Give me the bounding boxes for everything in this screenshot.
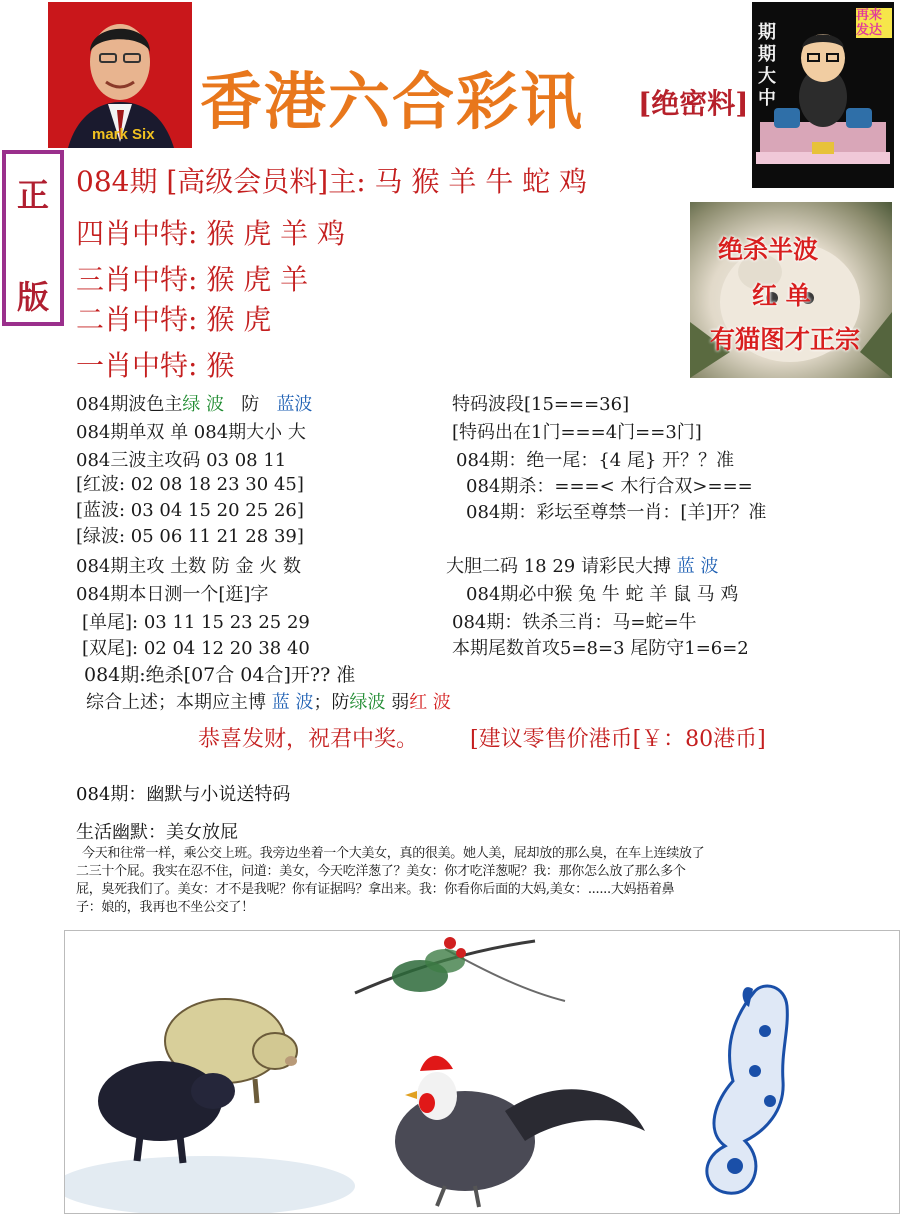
one-zodiac-line: 一肖中特: 猴 [76, 349, 235, 382]
title-badge: [绝密料] [638, 87, 749, 120]
special-door-line: [特码出在1门===4门==3门] [452, 422, 702, 443]
badge-char-1: 正 [16, 176, 49, 214]
price-text: [建议零售价港币[￥：80港币] [470, 727, 766, 752]
summary-weak-label: 弱 [385, 692, 410, 713]
page-title: 香港六合彩讯 [200, 65, 585, 138]
promo-line-1: 绝杀半波 [718, 235, 819, 264]
wave-prefix: 084期波色主 [76, 394, 183, 415]
wave-guard-label: 防 [241, 394, 260, 415]
promo-line-3: 有猫图才正宗 [710, 325, 861, 354]
special-range-line: 特码波段[15===36] [452, 394, 630, 415]
kill-element-line: 084期杀：===< 木行合双>=== [466, 476, 753, 497]
wave-guard: 蓝波 [276, 394, 313, 415]
three-zodiac-line: 三肖中特: 猴 虎 羊 [76, 263, 309, 296]
humor-line-2: 二三十个屁。我实在忍不住，问道：美女，今天吃洋葱了？美女：你才吃洋葱呢？我：那你怎么放了那么多个 [76, 864, 686, 879]
badge-char-2: 版 [16, 278, 49, 316]
kill-line: 084期:绝杀[07合 04合]开?? 准 [84, 664, 356, 686]
two-zodiac-line: 二肖中特: 猴 虎 [76, 303, 272, 336]
iron-kill-line: 084期：铁杀三肖：马=蛇=牛 [452, 612, 697, 633]
humor-subtitle: 生活幽默：美女放屁 [76, 822, 238, 843]
mascot-sign: 再来发达 [856, 8, 892, 38]
odd-even-line: 084期单双 单 084期大小 大 [76, 422, 306, 443]
bold-two-prefix: 大胆二码 18 29 请彩民大搏 [446, 556, 671, 577]
tail-attack-line: 本期尾数首攻5=8=3 尾防守1=6=2 [452, 638, 749, 659]
must-win-line: 084期必中猴 兔 牛 蛇 羊 鼠 马 鸡 [466, 584, 739, 605]
member-line: 084期 [高级会员料]主: 马 猴 羊 牛 蛇 鸡 [76, 165, 588, 198]
red-wave-line: [红波: 02 08 18 23 30 45] [76, 474, 304, 495]
double-tail-line: [双尾]: 02 04 12 20 38 40 [82, 638, 310, 659]
summary-mid: ；防 [313, 692, 350, 713]
portrait-image [48, 2, 192, 148]
mascot-image [752, 2, 894, 188]
wave-main: 绿 波 [182, 394, 225, 415]
summary-weak: 红 波 [409, 692, 451, 713]
summary-main: 蓝 波 [271, 692, 314, 713]
portrait-logo: mark Six [92, 126, 155, 143]
three-wave-line: 084三波主攻码 03 08 11 [76, 450, 287, 471]
main-attack-line: 084期主攻 土数 防 金 火 数 [76, 556, 301, 577]
blue-wave-line: [蓝波: 03 04 15 20 25 26] [76, 500, 304, 521]
humor-heading: 084期：幽默与小说送特码 [76, 784, 291, 805]
summary-line [86, 688, 451, 714]
single-tail-line: [单尾]: 03 11 15 23 25 29 [82, 612, 310, 633]
green-wave-line: [绿波: 05 06 11 21 28 39] [76, 526, 304, 547]
bold-two-wave: 蓝 波 [676, 556, 719, 577]
congrats-text: 恭喜发财，祝君中奖。 [198, 727, 419, 752]
bold-two-line [446, 552, 718, 578]
promo-image [690, 202, 892, 378]
mascot-caption: 期期大中 [758, 22, 776, 109]
wave-color-line [76, 390, 312, 416]
summary-prefix: 综合上述；本期应主博 [86, 692, 272, 713]
humor-line-3: 屁，臭死我们了。美女：才不是我呢？你有证据吗？拿出来。我：你看你后面的大妈,美女：......大妈捂着鼻 [76, 882, 675, 897]
tail-one-line: 084期：绝一尾：{4 尾} 开？？准 [456, 450, 735, 471]
forbidden-line: 084期：彩坛至尊禁一肖：[羊]开？准 [466, 502, 767, 523]
genuine-badge [2, 150, 64, 326]
summary-guard: 绿波 [349, 692, 386, 713]
zodiac-illustration [64, 930, 900, 1214]
humor-line-4: 子：娘的，我再也不坐公交了！ [76, 900, 254, 915]
promo-line-2: 红 单 [752, 281, 811, 310]
test-char-line: 084期本日测一个[逛]字 [76, 584, 269, 605]
four-zodiac-line: 四肖中特: 猴 虎 羊 鸡 [76, 217, 346, 250]
humor-line-1: 今天和往常一样，乘公交上班。我旁边坐着一个大美女，真的很美。她人美，屁却放的那么臭，在车上连续放了 [82, 846, 705, 861]
